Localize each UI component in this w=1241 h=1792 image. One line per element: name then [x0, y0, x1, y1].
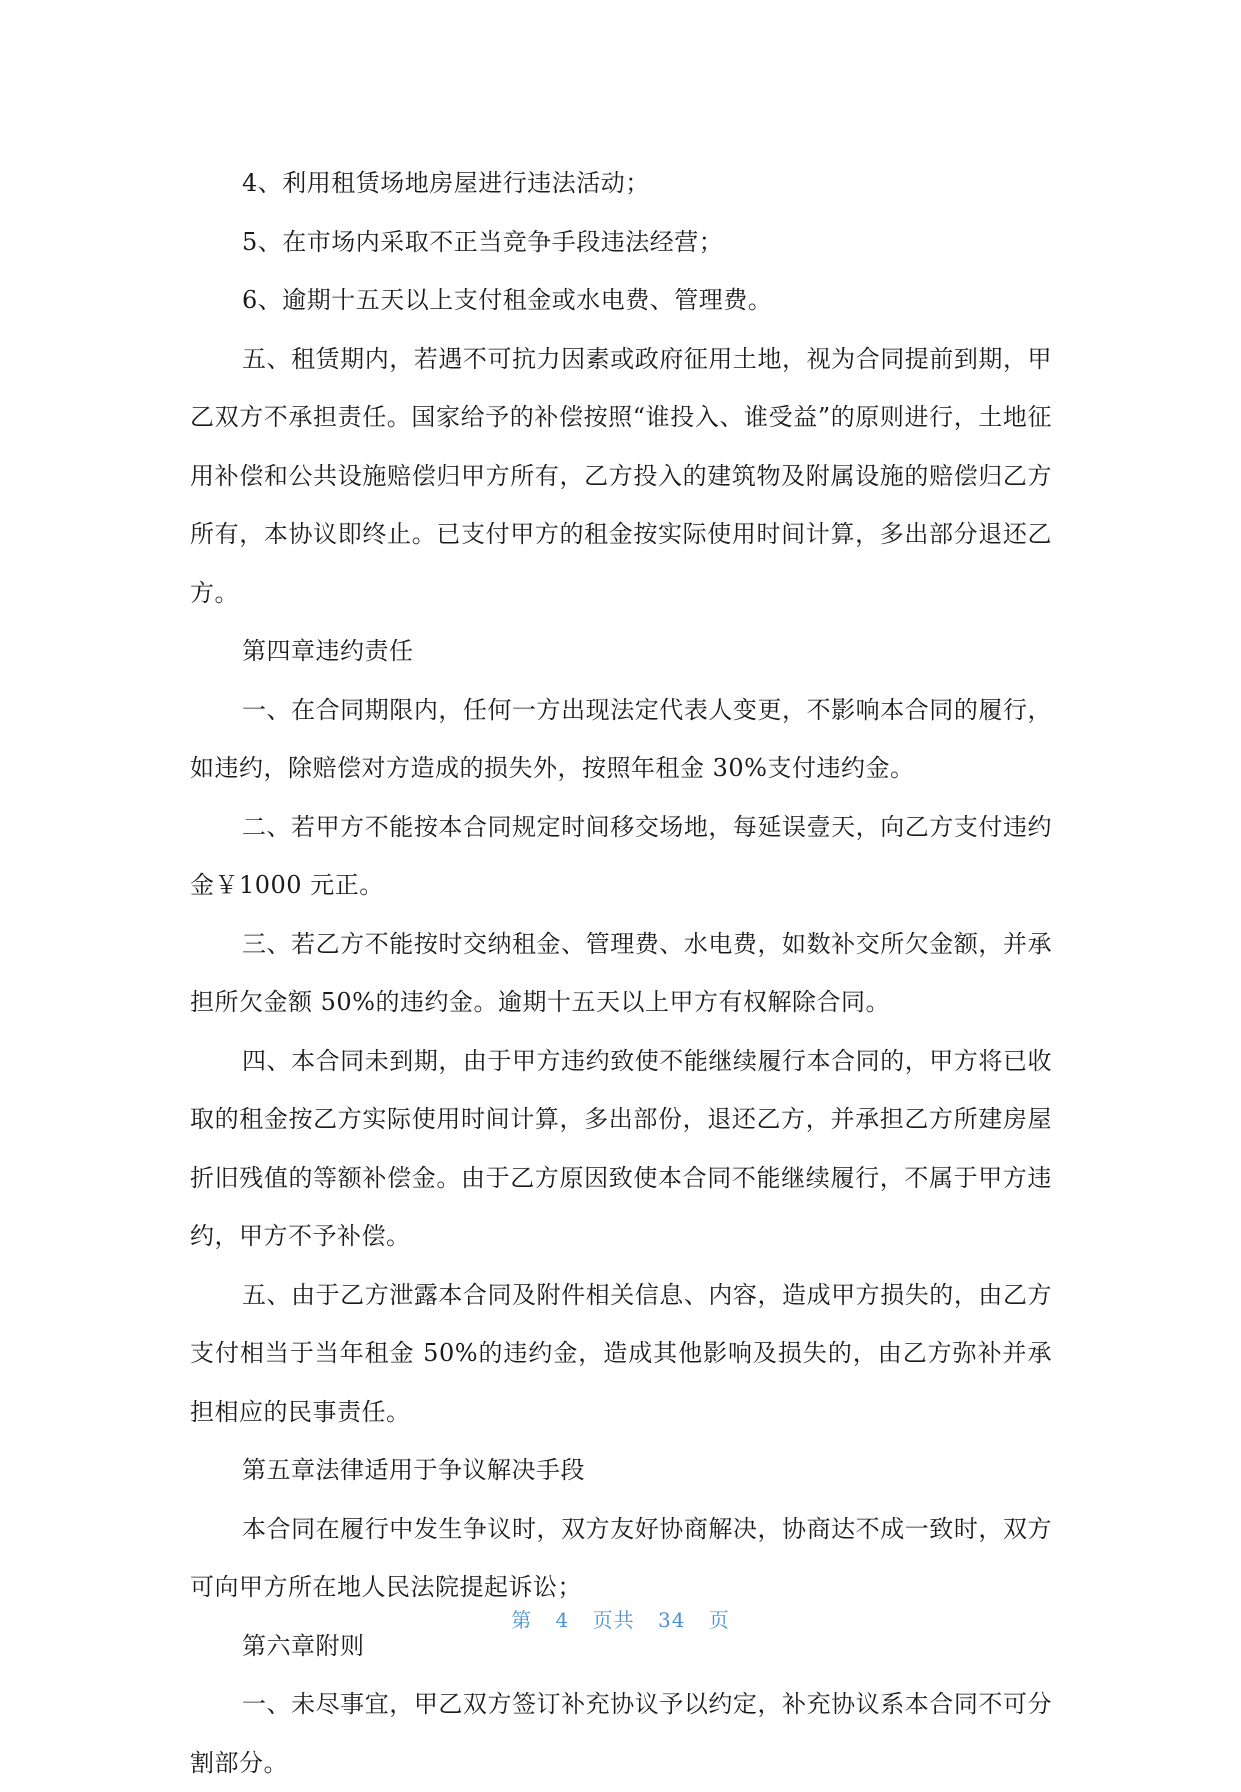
page-label-prefix: 第 — [511, 1608, 533, 1632]
clause-breach-4: 四、本合同未到期，由于甲方违约致使不能继续履行本合同的，甲方将已收取的租金按乙方实际使用时间计算，多出部份，退还乙方，并承担乙方所建房屋折旧残值的等额补偿金。由于乙方原因致使本合同不能继续履行，不属于甲方违约，甲方不予补偿。 — [190, 1046, 1052, 1250]
clause-dispute: 本合同在履行中发生争议时，双方友好协商解决，协商达不成一致时，双方可向甲方所在地人民法院提起诉讼； — [190, 1514, 1052, 1601]
clause-supplement: 一、未尽事宜，甲乙双方签订补充协议予以约定，补充协议系本合同不可分割部分。 — [190, 1690, 1052, 1777]
clause-force-majeure: 五、租赁期内，若遇不可抗力因素或政府征用土地，视为合同提前到期，甲乙双方不承担责任。国家给予的补偿按照“谁投入、谁受益”的原则进行，土地征用补偿和公共设施赔偿归甲方所有，乙方投入的建筑物及附属设施的赔偿归乙方所有，本协议即终止。已支付甲方的租金按实际使用时间计算，多出部分退还乙方。 — [190, 344, 1052, 607]
current-page-number: 4 — [555, 1608, 570, 1632]
list-item-4: 4、利用租赁场地房屋进行违法活动； — [242, 169, 650, 197]
chapter-heading-4: 第四章违约责任 — [242, 637, 414, 665]
page-label-suffix: 页 — [708, 1608, 730, 1632]
chapter-heading-6: 第六章附则 — [242, 1631, 365, 1660]
clause-breach-3: 三、若乙方不能按时交纳租金、管理费、水电费，如数补交所欠金额，并承担所欠金额 50%的违约金。逾期十五天以上甲方有权解除合同。 — [190, 929, 1052, 1016]
clause-breach-2: 二、若甲方不能按本合同规定时间移交场地，每延误壹天，向乙方支付违约金￥1000 元正。 — [190, 812, 1052, 899]
page-number-footer — [0, 1604, 1241, 1633]
list-item-5: 5、在市场内采取不正当竞争手段违法经营； — [242, 227, 724, 256]
clause-breach-1: 一、在合同期限内，任何一方出现法定代表人变更，不影响本合同的履行，如违约，除赔偿对方造成的损失外，按照年租金 30%支付违约金。 — [190, 695, 1052, 782]
chapter-heading-5: 第五章法律适用于争议解决手段 — [242, 1456, 585, 1484]
page-label-mid: 页共 — [592, 1608, 635, 1632]
total-pages-number: 34 — [658, 1608, 686, 1632]
clause-breach-5: 五、由于乙方泄露本合同及附件相关信息、内容，造成甲方损失的，由乙方支付相当于当年租金 50%的违约金，造成其他影响及损失的，由乙方弥补并承担相应的民事责任。 — [190, 1280, 1052, 1426]
list-item-6: 6、逾期十五天以上支付租金或水电费、管理费。 — [242, 286, 773, 314]
document-body — [190, 154, 1052, 1792]
